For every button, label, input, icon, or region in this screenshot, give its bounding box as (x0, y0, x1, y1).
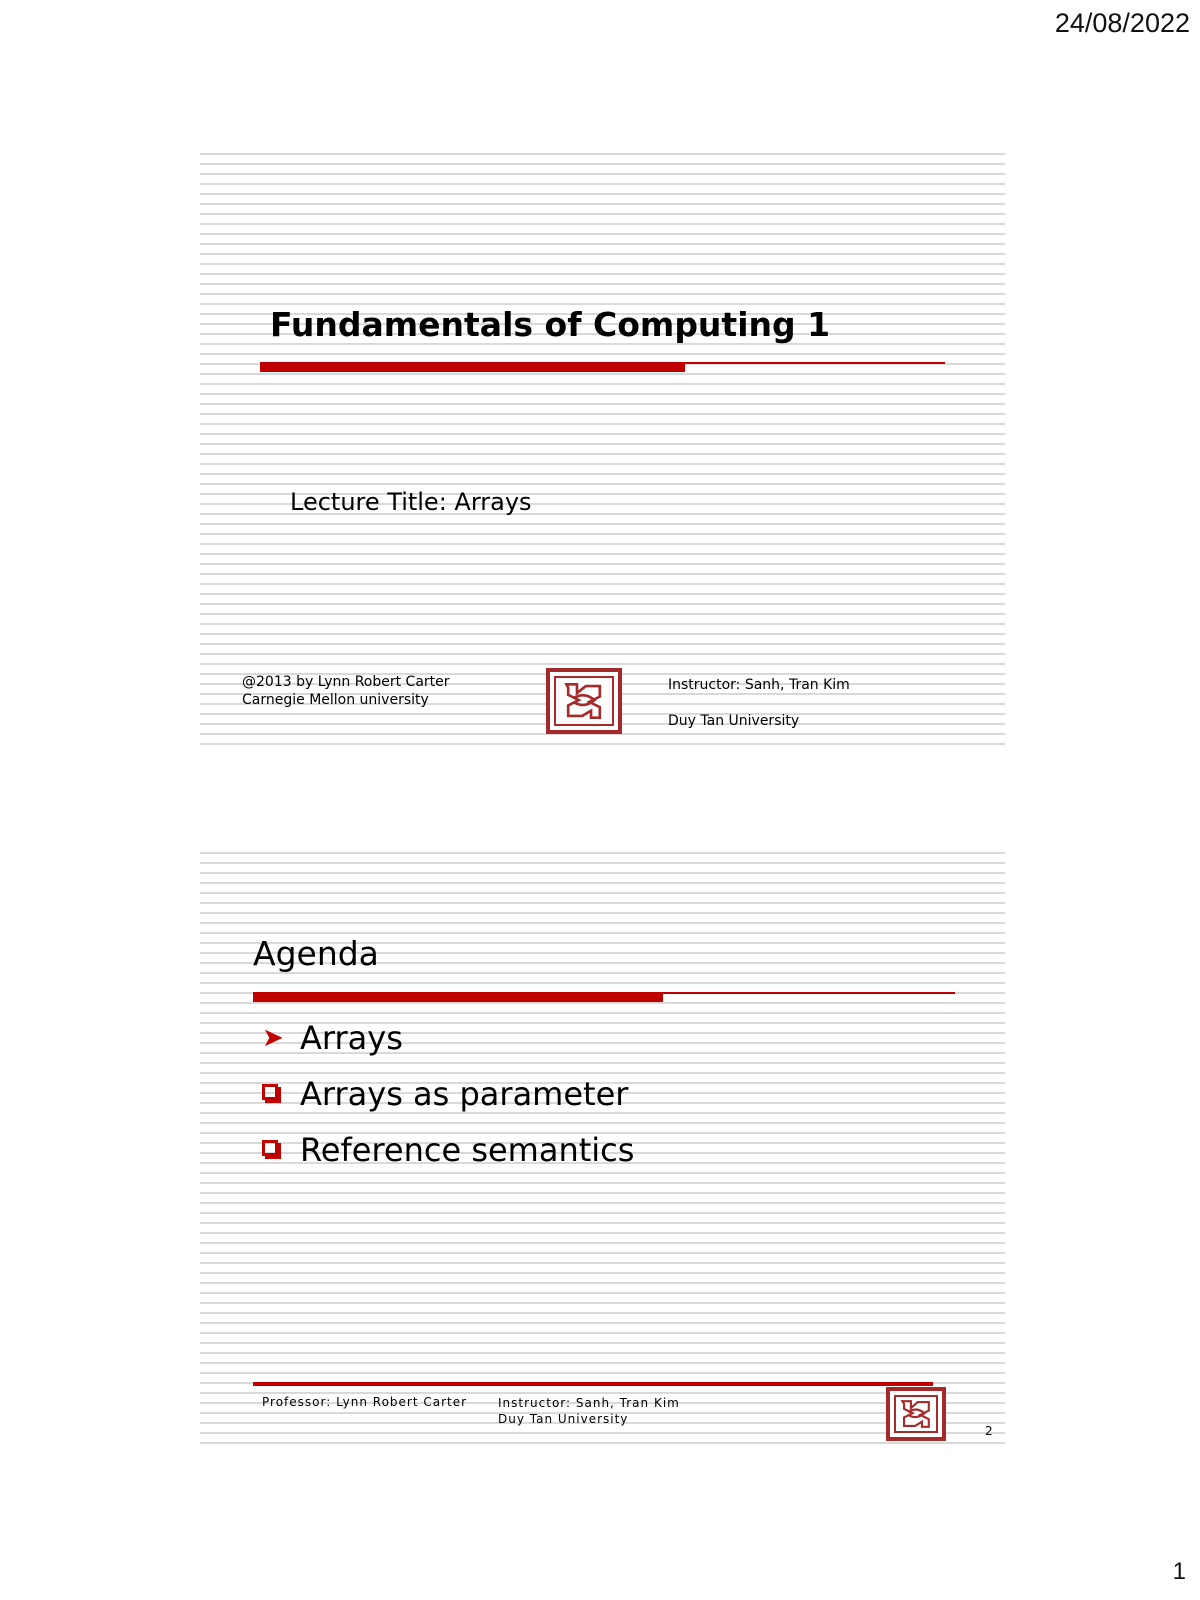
slide-number: 2 (985, 1424, 993, 1438)
box-bullet-icon (262, 1084, 290, 1104)
footer-instructor: Instructor: Sanh, Tran Kim (498, 1396, 680, 1410)
lecture-title: Lecture Title: Arrays (290, 488, 532, 516)
footer-rule (253, 1382, 933, 1386)
instructor-name: Instructor: Sanh, Tran Kim (668, 677, 850, 693)
slide-2 (200, 852, 1005, 1452)
footer-university: Duy Tan University (498, 1412, 629, 1426)
footer-instructor-block (498, 1395, 680, 1427)
page-date: 24/08/2022 (1054, 8, 1190, 38)
dtu-logo-icon (546, 668, 622, 734)
list-item (262, 1010, 634, 1066)
agenda-list (262, 1010, 634, 1178)
page-number: 1 (1172, 1558, 1186, 1585)
institution-line: Carnegie Mellon university (242, 692, 429, 708)
agenda-item-text: Reference semantics (300, 1131, 635, 1169)
list-item (262, 1066, 634, 1122)
title-underline-thin (663, 992, 955, 994)
title-underline-thick (253, 992, 663, 1002)
agenda-item-text: Arrays as parameter (300, 1075, 629, 1113)
footer-professor: Professor: Lynn Robert Carter (262, 1395, 468, 1409)
box-bullet-icon (262, 1140, 290, 1160)
slide-title: Fundamentals of Computing 1 (270, 305, 831, 344)
agenda-item-text: Arrays (300, 1019, 403, 1057)
slide-1 (200, 153, 1005, 753)
copyright-line: @2013 by Lynn Robert Carter (242, 674, 450, 690)
title-underline-thin (685, 362, 945, 364)
instructor-block (668, 667, 850, 739)
dtu-logo-icon (886, 1387, 946, 1441)
university-name: Duy Tan University (668, 713, 800, 729)
arrow-bullet-icon: ➤ (262, 1023, 284, 1053)
slide-title: Agenda (253, 934, 379, 973)
title-underline-thick (260, 362, 685, 372)
copyright-block (242, 673, 450, 709)
list-item (262, 1122, 634, 1178)
